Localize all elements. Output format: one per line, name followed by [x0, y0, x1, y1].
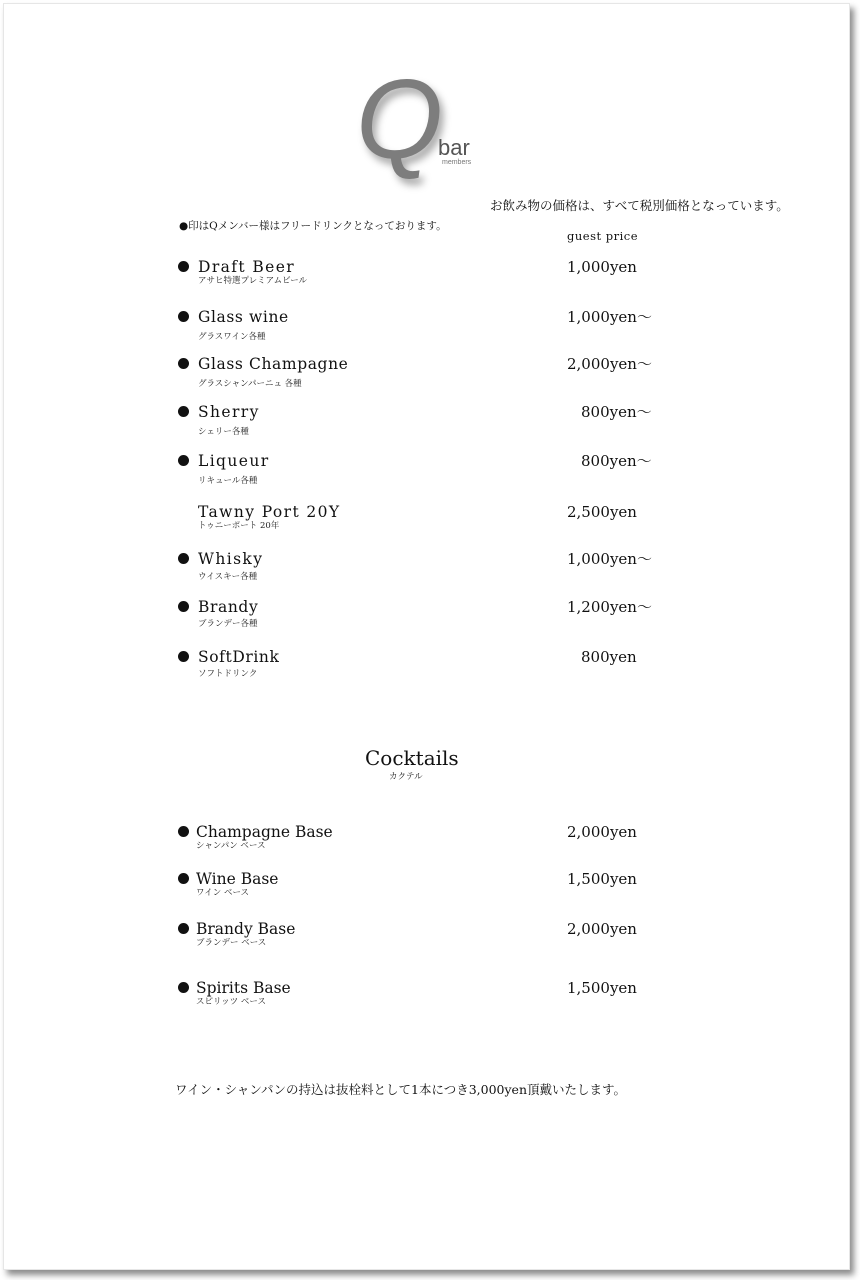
cocktails-title: Cocktails	[365, 746, 459, 770]
drink-name: Brandy	[198, 598, 259, 616]
q-bar-logo	[356, 57, 476, 182]
drink-sub: ウイスキー各種	[198, 572, 258, 582]
drink-sub: ソフトドリンク	[198, 669, 258, 679]
tax-note: お飲み物の価格は、すべて税別価格となっています。	[490, 198, 789, 213]
bullet-icon	[178, 455, 189, 466]
cocktail-price: 2,000yen	[567, 920, 637, 938]
logo-small: members	[442, 159, 472, 166]
drink-sub: ブランデー各種	[198, 619, 258, 629]
cocktail-sub: シャンパン ベース	[196, 841, 266, 851]
logo-letter: Q	[356, 57, 444, 182]
drink-item	[4, 597, 849, 637]
cocktail-name: Champagne Base	[196, 823, 333, 841]
drink-name: SoftDrink	[198, 648, 280, 666]
drink-sub: グラスシャンパーニュ 各種	[198, 379, 302, 389]
drink-name: Draft Beer	[198, 258, 296, 276]
drink-item	[4, 502, 849, 542]
cocktail-sub: ワイン ベース	[196, 888, 250, 898]
drink-price: 2,000yen～	[567, 355, 652, 373]
drink-item	[4, 647, 849, 687]
cocktail-item	[4, 919, 849, 959]
drink-item	[4, 402, 849, 442]
drink-price: 1,000yen～	[567, 550, 652, 568]
drink-item	[4, 354, 849, 394]
cocktail-sub: スピリッツ ベース	[196, 997, 266, 1007]
bullet-icon	[178, 553, 189, 564]
drink-sub: グラスワイン各種	[198, 332, 266, 342]
bullet-icon	[178, 261, 189, 272]
cocktails-title-sub: カクテル	[389, 772, 423, 782]
cocktail-item	[4, 978, 849, 1018]
cocktail-name: Brandy Base	[196, 920, 296, 938]
member-note: ●印はQメンバー様はフリードリンクとなっております。	[179, 220, 447, 232]
logo-word: bar	[438, 135, 470, 160]
drink-price: 1,000yen～	[567, 308, 652, 326]
drink-price: 1,000yen	[567, 258, 637, 276]
drink-price: 800yen～	[581, 403, 652, 421]
cocktail-sub: ブランデー ベース	[196, 938, 267, 948]
cocktail-item	[4, 822, 849, 862]
bullet-icon	[178, 651, 189, 662]
drink-item	[4, 257, 849, 297]
bullet-icon	[178, 406, 189, 417]
drink-price: 800yen～	[581, 452, 652, 470]
drink-name: Glass wine	[198, 308, 289, 326]
cocktail-item	[4, 869, 849, 909]
bullet-icon	[178, 826, 189, 837]
drink-name: Liqueur	[198, 452, 270, 470]
drink-name: Whisky	[198, 550, 264, 568]
corkage-note: ワイン・シャンパンの持込は抜栓料として1本につき3,000yen頂戴いたします。	[175, 1082, 626, 1097]
drink-price: 1,200yen～	[567, 598, 652, 616]
bullet-icon	[178, 982, 189, 993]
bullet-icon	[178, 311, 189, 322]
drink-item	[4, 451, 849, 491]
cocktail-name: Wine Base	[196, 870, 279, 888]
cocktail-price: 1,500yen	[567, 979, 637, 997]
drink-name: Glass Champagne	[198, 355, 349, 373]
drink-item	[4, 307, 849, 347]
guest-price-label: guest price	[567, 229, 639, 243]
bullet-icon	[178, 923, 189, 934]
drink-sub: アサヒ特選プレミアムビール	[198, 276, 308, 286]
bullet-icon	[178, 873, 189, 884]
cocktail-price: 1,500yen	[567, 870, 637, 888]
drink-price: 2,500yen	[567, 503, 637, 521]
bullet-icon	[178, 601, 189, 612]
menu-sheet	[3, 3, 850, 1270]
drink-sub: シェリー各種	[198, 427, 249, 437]
drink-sub: リキュール各種	[198, 476, 258, 486]
cocktail-price: 2,000yen	[567, 823, 637, 841]
drink-price: 800yen	[581, 648, 637, 666]
drink-name: Sherry	[198, 403, 260, 421]
drink-name: Tawny Port 20Y	[198, 503, 341, 521]
cocktail-name: Spirits Base	[196, 979, 291, 997]
drink-sub: トゥニーポート 20年	[198, 521, 280, 531]
drink-item	[4, 549, 849, 589]
bullet-icon	[178, 358, 189, 369]
